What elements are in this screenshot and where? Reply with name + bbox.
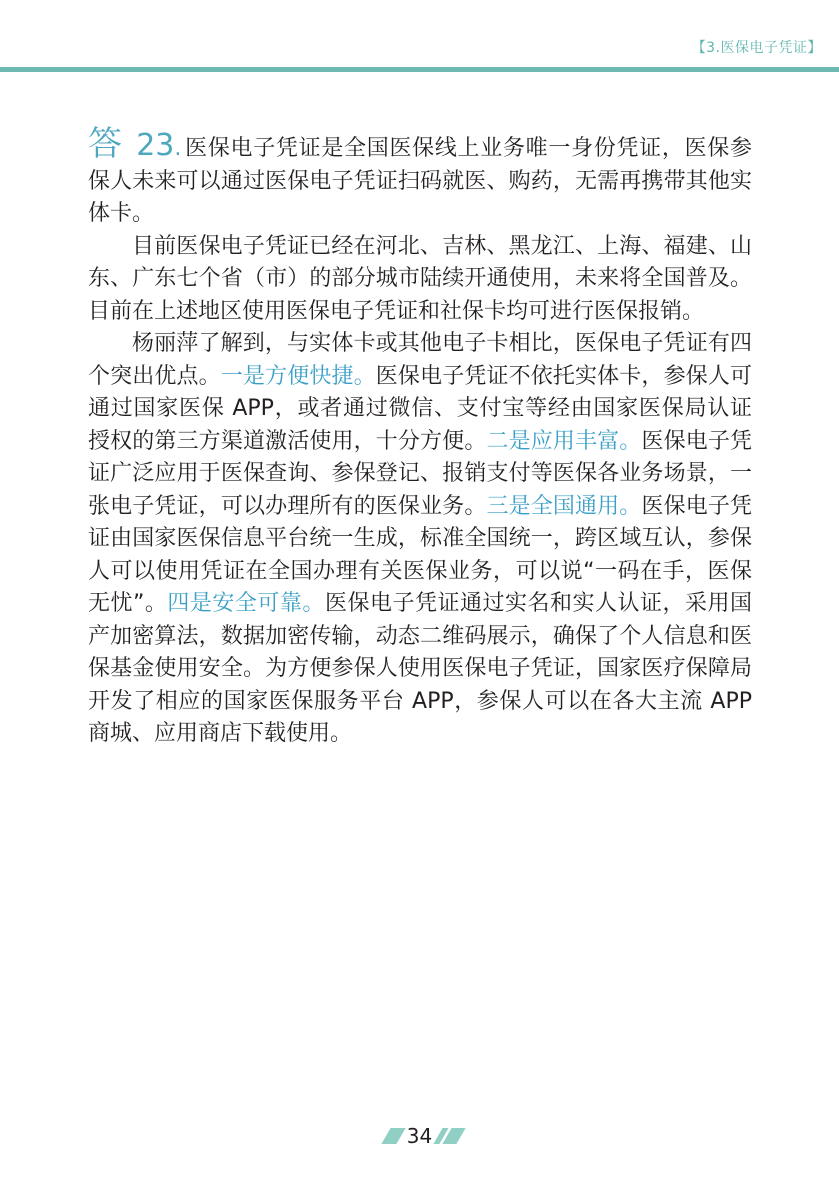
answer-paragraph-1-text: 医保电子凭证是全国医保线上业务唯一身份凭证，医保参保人未来可以通过医保电子凭证扫码就医、购药，无需再携带其他实体卡。	[88, 136, 752, 226]
answer-body	[88, 124, 752, 751]
answer-paragraph-3	[88, 328, 752, 751]
page-number: 34	[406, 1124, 433, 1148]
answer-paragraph-1	[88, 124, 752, 231]
page-footer	[0, 1123, 839, 1149]
answer-number-dot: .	[174, 136, 183, 161]
point-1-title: 一是方便快捷。	[220, 363, 376, 389]
section-tag: 【3.医保电子凭证】	[691, 40, 822, 56]
answer-paragraph-3-intro: 杨丽萍了解到，与实体卡或其他电子卡相比，医保电子凭证有四个突出优点。	[88, 331, 752, 389]
point-2-title: 二是应用丰富。	[486, 428, 642, 454]
point-4-title: 四是安全可靠。	[167, 591, 325, 616]
point-3-title: 三是全国通用。	[486, 493, 642, 519]
point-4-text: 医保电子凭证通过实名和实人认证，采用国产加密算法，数据加密传输，动态二维码展示，确保了个人信息和医保基金使用安全。为方便参保人使用医保电子凭证，国家医疗保障局开发了相应的国家医保服务平台 APP，参保人可以在各大主流 APP 商城、应用商店下载使用。	[88, 591, 752, 746]
answer-label-char: 答	[88, 124, 124, 164]
answer-label	[88, 124, 182, 164]
answer-number: 23	[136, 128, 175, 163]
point-3-text: 医保电子凭证由国家医保信息平台统一生成，标准全国统一，跨区域互认，参保人可以使用凭证在全国办理有关医保业务，可以说“一码在手，医保无忧”。	[88, 493, 752, 616]
point-2-text: 医保电子凭证广泛应用于医保查询、参保登记、报销支付等医保各业务场景，一张电子凭证，可以办理所有的医保业务。	[88, 428, 752, 519]
answer-paragraph-2: 目前医保电子凭证已经在河北、吉林、黑龙江、上海、福建、山东、广东七个省（市）的部分城市陆续开通使用，未来将全国普及。目前在上述地区使用医保电子凭证和社保卡均可进行医保报销。	[88, 233, 752, 324]
point-1-text: 医保电子凭证不依托实体卡，参保人可通过国家医保 APP，或者通过微信、支付宝等经由国家医保局认证授权的第三方渠道激活使用，十分方便。	[88, 363, 752, 454]
header-divider	[0, 67, 839, 72]
